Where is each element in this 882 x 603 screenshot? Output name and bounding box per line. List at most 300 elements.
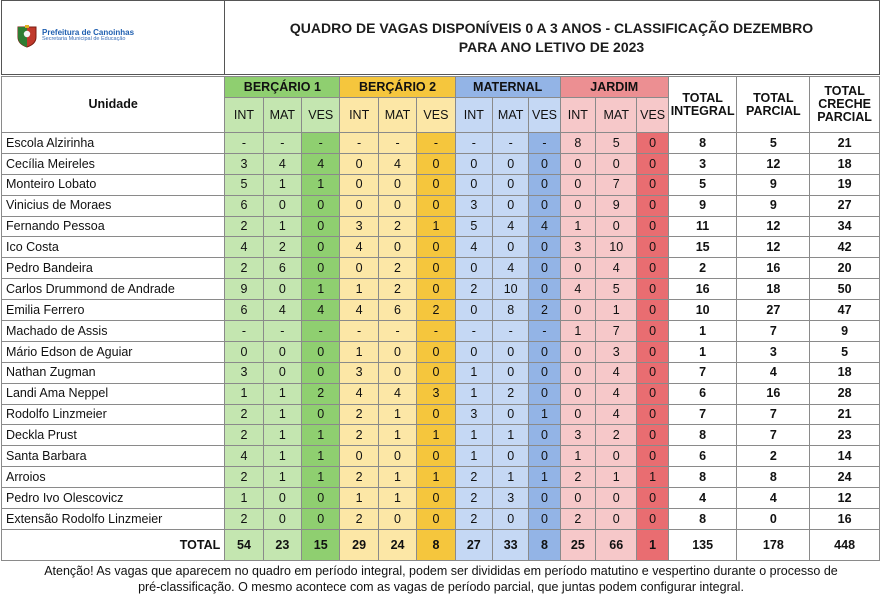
vacancy-cell: 0 — [596, 488, 637, 509]
table-row — [2, 279, 880, 300]
vacancy-cell: 0 — [560, 404, 595, 425]
vacancy-cell: 4 — [560, 279, 595, 300]
total-creche-cell: 18 — [810, 153, 880, 174]
vacancy-cell: 0 — [637, 258, 668, 279]
vacancy-cell: - — [263, 321, 301, 342]
vacancy-cell: 2 — [560, 467, 595, 488]
total-integral-cell: 10 — [668, 300, 737, 321]
column-total: 8 — [417, 529, 455, 560]
vacancy-cell: 2 — [225, 425, 263, 446]
vacancy-cell: 1 — [417, 467, 455, 488]
vacancy-cell: 0 — [302, 404, 340, 425]
unit-name: Nathan Zugman — [2, 362, 225, 383]
total-parcial-cell: 2 — [737, 446, 810, 467]
vacancy-cell: - — [302, 133, 340, 154]
vacancy-cell: 0 — [492, 446, 528, 467]
subheader-bercario-1-ves: VES — [302, 98, 340, 133]
vacancy-cell: 10 — [492, 279, 528, 300]
vacancy-cell: 2 — [225, 509, 263, 530]
vacancy-cell: 4 — [302, 153, 340, 174]
vacancy-cell: 0 — [417, 174, 455, 195]
vacancy-cell: 4 — [302, 300, 340, 321]
vacancy-cell: 4 — [263, 153, 301, 174]
vacancy-cell: - — [340, 133, 378, 154]
total-creche-cell: 28 — [810, 383, 880, 404]
total-creche-cell: 47 — [810, 300, 880, 321]
total-parcial-cell: 9 — [737, 195, 810, 216]
vacancy-cell: 4 — [455, 237, 492, 258]
total-creche-cell: 16 — [810, 509, 880, 530]
title-line-1: QUADRO DE VAGAS DISPONÍVEIS 0 A 3 ANOS - CLASSIFICAÇÃO DEZEMBRO — [289, 19, 814, 36]
vacancy-cell: 2 — [225, 216, 263, 237]
column-total: 23 — [263, 529, 301, 560]
logo-subtitle: Secretaria Municipal de Educação — [42, 36, 126, 43]
group-jardim: JARDIM — [560, 77, 668, 98]
vacancy-cell: 2 — [529, 300, 560, 321]
vacancy-cell: 0 — [417, 488, 455, 509]
vacancy-cell: - — [455, 321, 492, 342]
vacancy-cell: 9 — [225, 279, 263, 300]
vacancy-cell: 0 — [378, 446, 416, 467]
header — [1, 0, 880, 75]
vacancy-cell: 10 — [596, 237, 637, 258]
vacancy-cell: 0 — [417, 404, 455, 425]
table-row — [2, 341, 880, 362]
vacancy-cell: 0 — [417, 237, 455, 258]
total-integral-cell: 7 — [668, 362, 737, 383]
unidade-header: Unidade — [2, 77, 225, 133]
vacancy-cell: 0 — [302, 258, 340, 279]
vacancy-cell: 0 — [455, 300, 492, 321]
total-creche-cell: 19 — [810, 174, 880, 195]
vacancy-cell: 0 — [560, 174, 595, 195]
vacancy-cell: 4 — [596, 404, 637, 425]
vacancy-cell: 0 — [560, 341, 595, 362]
unit-name: Mário Edson de Aguiar — [2, 341, 225, 362]
vacancy-cell: 0 — [529, 237, 560, 258]
coat-of-arms-icon — [16, 24, 38, 48]
vacancy-cell: - — [340, 321, 378, 342]
vacancy-cell: 1 — [596, 467, 637, 488]
unit-name: Ico Costa — [2, 237, 225, 258]
vacancy-cell: 0 — [492, 509, 528, 530]
vacancy-cell: 3 — [225, 153, 263, 174]
vacancy-cell: 0 — [529, 446, 560, 467]
vacancy-cell: 0 — [637, 133, 668, 154]
unit-name: Santa Barbara — [2, 446, 225, 467]
vacancy-cell: 0 — [302, 216, 340, 237]
total-integral-cell: 15 — [668, 237, 737, 258]
total-integral-cell: 1 — [668, 321, 737, 342]
total-creche-cell: 21 — [810, 133, 880, 154]
vacancy-cell: 4 — [596, 258, 637, 279]
total-parcial-cell: 16 — [737, 383, 810, 404]
footer-line-1: Atenção! As vagas que aparecem no quadro em período integral, podem ser divididas em período matutino e vespertino durante o processo de — [44, 564, 838, 578]
table-row — [2, 362, 880, 383]
vacancy-cell: 1 — [455, 446, 492, 467]
vacancy-cell: 2 — [378, 216, 416, 237]
vacancy-cell: 0 — [637, 509, 668, 530]
vacancy-cell: 1 — [302, 446, 340, 467]
vacancy-cell: 0 — [417, 446, 455, 467]
total-creche-cell: 50 — [810, 279, 880, 300]
vacancy-cell: 1 — [455, 362, 492, 383]
subheader-bercario-1-int: INT — [225, 98, 263, 133]
unit-name: Pedro Bandeira — [2, 258, 225, 279]
total-parcial-cell: 7 — [737, 425, 810, 446]
title-line-2: PARA ANO LETIVO DE 2023 — [458, 38, 645, 55]
vacancy-cell: 2 — [596, 425, 637, 446]
vacancy-cell: 3 — [417, 383, 455, 404]
vacancy-cell: 0 — [263, 341, 301, 362]
vacancy-cell: 1 — [302, 279, 340, 300]
unit-name: Emilia Ferrero — [2, 300, 225, 321]
vacancy-cell: 1 — [637, 467, 668, 488]
total-integral-cell: 9 — [668, 195, 737, 216]
grand-total-creche: 448 — [810, 529, 880, 560]
column-total: 15 — [302, 529, 340, 560]
total-parcial-cell: 12 — [737, 237, 810, 258]
vacancy-cell: 0 — [637, 279, 668, 300]
vacancy-cell: 0 — [492, 237, 528, 258]
vacancy-cell: 1 — [340, 341, 378, 362]
prefeitura-logo — [16, 23, 169, 49]
table-row — [2, 133, 880, 154]
vacancy-cell: 0 — [637, 174, 668, 195]
vacancy-cell: 0 — [560, 383, 595, 404]
vacancy-cell: 1 — [225, 383, 263, 404]
header-row-groups — [2, 77, 880, 98]
total-parcial-cell: 7 — [737, 321, 810, 342]
vacancy-cell: 2 — [378, 258, 416, 279]
vacancy-cell: 1 — [263, 467, 301, 488]
table-row — [2, 404, 880, 425]
total-creche-cell: 24 — [810, 467, 880, 488]
vacancy-cell: 2 — [417, 300, 455, 321]
vacancy-cell: 2 — [455, 279, 492, 300]
vacancy-cell: 0 — [455, 174, 492, 195]
total-creche-cell: 18 — [810, 362, 880, 383]
vacancy-cell: 2 — [378, 279, 416, 300]
vacancy-cell: 0 — [529, 174, 560, 195]
vacancy-cell: 6 — [378, 300, 416, 321]
vacancy-cell: 0 — [560, 258, 595, 279]
vacancy-cell: 2 — [340, 404, 378, 425]
vacancy-cell: 5 — [596, 279, 637, 300]
vacancy-cell: 2 — [225, 258, 263, 279]
page-title — [224, 1, 879, 74]
column-total: 54 — [225, 529, 263, 560]
logo-box — [2, 1, 225, 74]
vacancy-cell: 4 — [492, 216, 528, 237]
vacancy-cell: 0 — [529, 362, 560, 383]
total-parcial-cell: 16 — [737, 258, 810, 279]
vacancy-cell: 4 — [596, 362, 637, 383]
vacancy-cell: 0 — [302, 509, 340, 530]
total-integral-cell: 8 — [668, 425, 737, 446]
group-bercario-2: BERÇÁRIO 2 — [340, 77, 455, 98]
total-integral-cell: 8 — [668, 467, 737, 488]
subheader-jardim-int: INT — [560, 98, 595, 133]
vacancy-cell: 7 — [596, 321, 637, 342]
vacancy-cell: 2 — [560, 509, 595, 530]
vacancy-cell: 0 — [340, 258, 378, 279]
vacancy-cell: 1 — [263, 216, 301, 237]
vacancy-cell: 3 — [455, 404, 492, 425]
unit-name: Machado de Assis — [2, 321, 225, 342]
table-row — [2, 446, 880, 467]
total-parcial-cell: 3 — [737, 341, 810, 362]
vacancy-cell: 2 — [225, 404, 263, 425]
vacancy-cell: 1 — [263, 404, 301, 425]
vacancy-cell: 8 — [560, 133, 595, 154]
total-integral-cell: 1 — [668, 341, 737, 362]
total-parcial-cell: 4 — [737, 488, 810, 509]
total-parcial-cell: 7 — [737, 404, 810, 425]
table-row — [2, 195, 880, 216]
total-integral-cell: 3 — [668, 153, 737, 174]
vacancy-cell: - — [529, 133, 560, 154]
vacancy-cell: 1 — [492, 425, 528, 446]
vacancy-cell: - — [263, 133, 301, 154]
vacancy-cell: 0 — [417, 362, 455, 383]
vacancy-cell: 1 — [417, 216, 455, 237]
vacancy-cell: 0 — [596, 153, 637, 174]
vacancy-cell: 9 — [596, 195, 637, 216]
vacancy-cell: 1 — [529, 404, 560, 425]
vacancy-cell: 0 — [529, 383, 560, 404]
vacancy-cell: 0 — [637, 425, 668, 446]
vacancy-cell: 0 — [378, 174, 416, 195]
vacancy-cell: 0 — [529, 341, 560, 362]
vacancy-cell: 0 — [417, 258, 455, 279]
unit-name: Monteiro Lobato — [2, 174, 225, 195]
total-parcial-cell: 8 — [737, 467, 810, 488]
vacancy-cell: 2 — [455, 509, 492, 530]
vacancy-cell: 1 — [378, 488, 416, 509]
vacancy-cell: 1 — [302, 467, 340, 488]
vacancy-cell: 0 — [492, 195, 528, 216]
table-row — [2, 153, 880, 174]
vacancy-cell: 3 — [225, 362, 263, 383]
total-creche-cell: 34 — [810, 216, 880, 237]
subheader-maternal-ves: VES — [529, 98, 560, 133]
vacancy-cell: 0 — [340, 446, 378, 467]
vacancy-cell: 0 — [637, 195, 668, 216]
vacancy-cell: 0 — [560, 488, 595, 509]
total-integral-cell: 6 — [668, 383, 737, 404]
vacancy-cell: 0 — [455, 341, 492, 362]
vacancy-cell: 4 — [340, 300, 378, 321]
unit-name: Deckla Prust — [2, 425, 225, 446]
total-creche-cell: 12 — [810, 488, 880, 509]
vacancy-cell: 0 — [637, 446, 668, 467]
vacancy-cell: 1 — [225, 488, 263, 509]
vacancy-cell: 1 — [263, 174, 301, 195]
vacancy-cell: 0 — [529, 258, 560, 279]
vacancy-table — [1, 76, 880, 561]
vacancy-cell: 0 — [637, 341, 668, 362]
vacancy-cell: 2 — [455, 488, 492, 509]
vacancy-cell: 3 — [560, 237, 595, 258]
column-total: 8 — [529, 529, 560, 560]
vacancy-cell: 2 — [340, 425, 378, 446]
vacancy-cell: 3 — [340, 216, 378, 237]
vacancy-cell: 0 — [417, 195, 455, 216]
vacancy-cell: 6 — [225, 195, 263, 216]
vacancy-cell: 1 — [263, 425, 301, 446]
vacancy-cell: 2 — [302, 383, 340, 404]
vacancy-cell: 2 — [340, 509, 378, 530]
vacancy-cell: - — [378, 321, 416, 342]
vacancy-cell: 1 — [378, 425, 416, 446]
vacancy-cell: 4 — [378, 383, 416, 404]
total-creche-header: TOTAL CRECHE PARCIAL — [810, 77, 880, 133]
vacancy-cell: 0 — [455, 258, 492, 279]
footer-line-2: pré-classificação. O mesmo acontece com as vagas de período parcial, que juntas podem configurar integral. — [138, 580, 744, 594]
vacancy-cell: - — [225, 133, 263, 154]
column-total: 33 — [492, 529, 528, 560]
footer-note — [0, 563, 882, 595]
vacancy-cell: 0 — [302, 488, 340, 509]
vacancy-cell: 0 — [492, 153, 528, 174]
total-parcial-cell: 27 — [737, 300, 810, 321]
unit-name: Rodolfo Linzmeier — [2, 404, 225, 425]
vacancy-cell: 0 — [378, 362, 416, 383]
vacancy-cell: 0 — [378, 237, 416, 258]
subheader-bercario-1-mat: MAT — [263, 98, 301, 133]
column-total: 66 — [596, 529, 637, 560]
vacancy-cell: 0 — [560, 300, 595, 321]
vacancy-cell: 4 — [596, 383, 637, 404]
vacancy-cell: 2 — [455, 467, 492, 488]
vacancy-cell: 0 — [637, 300, 668, 321]
total-integral-header: TOTAL INTEGRAL — [668, 77, 737, 133]
unit-name: Fernando Pessoa — [2, 216, 225, 237]
vacancy-cell: 1 — [302, 425, 340, 446]
subheader-jardim-ves: VES — [637, 98, 668, 133]
vacancy-cell: 0 — [455, 153, 492, 174]
vacancy-cell: 5 — [596, 133, 637, 154]
vacancy-cell: 0 — [637, 153, 668, 174]
vacancy-cell: 7 — [596, 174, 637, 195]
total-integral-cell: 5 — [668, 174, 737, 195]
table-row — [2, 425, 880, 446]
vacancy-cell: 3 — [340, 362, 378, 383]
vacancy-cell: 0 — [263, 279, 301, 300]
unit-name: Landi Ama Neppel — [2, 383, 225, 404]
vacancy-cell: 0 — [417, 509, 455, 530]
subheader-maternal-int: INT — [455, 98, 492, 133]
vacancy-cell: 0 — [340, 174, 378, 195]
vacancy-cell: 0 — [637, 404, 668, 425]
table-row — [2, 321, 880, 342]
table-row — [2, 509, 880, 530]
vacancy-cell: 1 — [378, 404, 416, 425]
vacancy-cell: - — [417, 133, 455, 154]
unit-name: Arroios — [2, 467, 225, 488]
vacancy-cell: 4 — [225, 446, 263, 467]
vacancy-cell: 0 — [378, 195, 416, 216]
vacancy-cell: 2 — [340, 467, 378, 488]
total-creche-cell: 23 — [810, 425, 880, 446]
vacancy-cell: 0 — [263, 488, 301, 509]
group-maternal: MATERNAL — [455, 77, 560, 98]
unit-name: Carlos Drummond de Andrade — [2, 279, 225, 300]
unit-name: Cecília Meireles — [2, 153, 225, 174]
total-integral-cell: 6 — [668, 446, 737, 467]
vacancy-cell: 0 — [560, 362, 595, 383]
table-row — [2, 216, 880, 237]
table-row — [2, 174, 880, 195]
total-creche-cell: 42 — [810, 237, 880, 258]
vacancy-cell: - — [455, 133, 492, 154]
unit-name: Extensão Rodolfo Linzmeier — [2, 509, 225, 530]
vacancy-cell: 2 — [492, 383, 528, 404]
vacancy-cell: 4 — [263, 300, 301, 321]
vacancy-cell: 1 — [455, 425, 492, 446]
table-row — [2, 258, 880, 279]
vacancy-cell: 0 — [637, 216, 668, 237]
vacancy-cell: 1 — [417, 425, 455, 446]
vacancy-cell: 0 — [637, 237, 668, 258]
vacancy-cell: 0 — [560, 153, 595, 174]
vacancy-cell: 1 — [455, 383, 492, 404]
total-parcial-cell: 4 — [737, 362, 810, 383]
vacancy-cell: - — [417, 321, 455, 342]
vacancy-cell: 0 — [302, 195, 340, 216]
vacancy-cell: 3 — [596, 341, 637, 362]
total-creche-cell: 20 — [810, 258, 880, 279]
vacancy-cell: 0 — [529, 488, 560, 509]
vacancy-cell: 1 — [263, 446, 301, 467]
vacancy-cell: 0 — [529, 279, 560, 300]
vacancy-cell: 0 — [263, 362, 301, 383]
vacancy-cell: 2 — [225, 467, 263, 488]
grand-total-parcial: 178 — [737, 529, 810, 560]
group-bercario-1: BERÇÁRIO 1 — [225, 77, 340, 98]
vacancy-cell: 4 — [529, 216, 560, 237]
vacancy-cell: 0 — [596, 509, 637, 530]
vacancy-cell: 1 — [302, 174, 340, 195]
subheader-bercario-2-int: INT — [340, 98, 378, 133]
total-parcial-cell: 0 — [737, 509, 810, 530]
table-row — [2, 467, 880, 488]
vacancy-cell: 4 — [378, 153, 416, 174]
vacancy-cell: 0 — [302, 341, 340, 362]
vacancy-cell: 0 — [417, 153, 455, 174]
vacancy-cell: 2 — [263, 237, 301, 258]
vacancy-cell: 1 — [340, 488, 378, 509]
vacancy-cell: 8 — [492, 300, 528, 321]
vacancy-cell: 0 — [417, 279, 455, 300]
vacancy-cell: 0 — [225, 341, 263, 362]
table-row — [2, 488, 880, 509]
table-row — [2, 300, 880, 321]
subheader-bercario-2-ves: VES — [417, 98, 455, 133]
total-parcial-header: TOTAL PARCIAL — [737, 77, 810, 133]
column-total: 29 — [340, 529, 378, 560]
table-row — [2, 237, 880, 258]
vacancy-cell: 0 — [492, 362, 528, 383]
vacancy-cell: 0 — [378, 341, 416, 362]
vacancy-cell: 0 — [302, 237, 340, 258]
vacancy-cell: 0 — [637, 383, 668, 404]
vacancy-cell: - — [378, 133, 416, 154]
vacancy-cell: 0 — [529, 509, 560, 530]
total-integral-cell: 16 — [668, 279, 737, 300]
vacancy-cell: 0 — [637, 488, 668, 509]
